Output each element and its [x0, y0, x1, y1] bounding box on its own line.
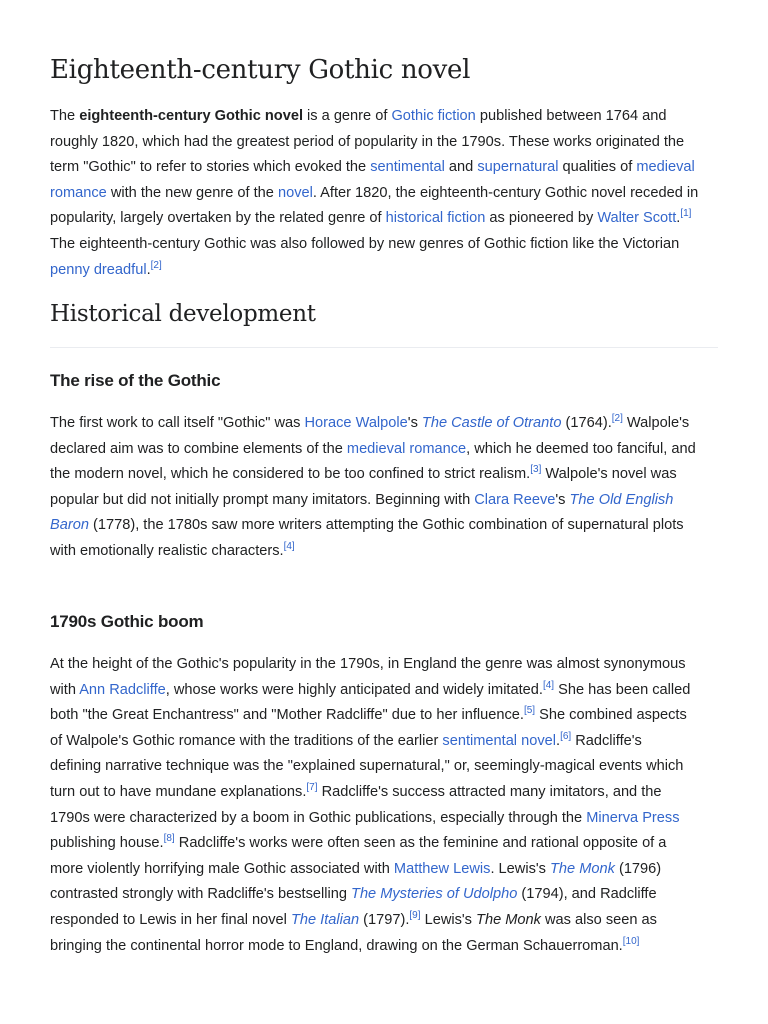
- text-line: [50, 806, 730, 832]
- text-run: eighteenth-century Gothic novel: [79, 108, 303, 124]
- text-run: At the height of the Gothic's popularity in the 1790s, in England the genre was almost synonymous: [50, 656, 686, 672]
- citation-link[interactable]: [10]: [622, 935, 640, 947]
- text-run: The first work to call itself "Gothic" was: [50, 415, 305, 431]
- text-run: The: [50, 108, 80, 124]
- text-run: term "Gothic" to refer to stories which evoked the: [50, 159, 371, 176]
- article-link[interactable]: Matthew Lewis: [393, 860, 491, 877]
- article-link[interactable]: sentimental novel: [442, 732, 556, 749]
- text-line: [50, 411, 730, 437]
- article-link[interactable]: Horace Walpole: [304, 415, 408, 431]
- text-run: roughly 1820, which had the greatest period of popularity in the 1790s. These works originated the: [50, 133, 685, 150]
- citation-link[interactable]: [5]: [523, 705, 536, 717]
- text-run: , which he deemed too fanciful, and: [466, 440, 696, 457]
- text-run: The eighteenth-century Gothic was also followed by new genres of Gothic fiction like the Victorian: [50, 235, 680, 252]
- article-link[interactable]: supernatural: [477, 159, 559, 176]
- article-link[interactable]: Ann Radcliffe: [79, 681, 166, 698]
- article-link[interactable]: romance: [50, 184, 107, 201]
- article-link[interactable]: historical fiction: [385, 210, 486, 227]
- text-line: [50, 882, 730, 908]
- text-line: [50, 206, 730, 232]
- text-line: [50, 934, 730, 960]
- text-run: Walpole's novel was: [541, 466, 677, 483]
- text-run: She combined aspects: [535, 707, 687, 724]
- text-run: Radcliffe's: [571, 732, 642, 749]
- article-link[interactable]: Gothic fiction: [391, 108, 476, 124]
- subsection-heading-1790s-boom: 1790s Gothic boom: [50, 612, 204, 631]
- text-line: [50, 729, 730, 755]
- text-line: [50, 678, 730, 704]
- text-line: [50, 539, 730, 565]
- text-run: (1797).: [359, 911, 410, 928]
- text-line: [50, 513, 730, 539]
- citation-link[interactable]: [9]: [409, 909, 421, 921]
- article-link[interactable]: sentimental: [370, 159, 445, 176]
- text-line: [50, 703, 730, 729]
- text-run: Radcliffe's works were often seen as the feminine and rational opposite of a: [174, 835, 667, 852]
- text-line: [50, 488, 730, 514]
- article-link[interactable]: The Italian: [290, 911, 360, 928]
- article-link[interactable]: The Monk: [550, 860, 615, 877]
- article-link[interactable]: Clara Reeve: [474, 491, 556, 508]
- boom-paragraph: [50, 652, 730, 959]
- text-line: [50, 130, 730, 156]
- text-run: (1794), and Radcliffe: [517, 886, 657, 903]
- text-line: [50, 155, 730, 181]
- article-link[interactable]: The Castle of Otranto: [421, 415, 562, 431]
- text-run: (1778), the 1780s saw more writers attempting the Gothic combination of supernatural plots: [88, 517, 684, 534]
- text-run: 's: [407, 415, 422, 431]
- text-run: as pioneered by: [485, 210, 598, 227]
- citation-link[interactable]: [1]: [680, 208, 692, 220]
- citation-link[interactable]: [8]: [163, 833, 175, 845]
- text-run: is a genre of: [303, 108, 392, 124]
- text-run: . After 1820, the eighteenth-century Gothic novel receded in: [312, 184, 699, 201]
- text-run: was also seen as: [540, 911, 657, 928]
- text-line: [50, 462, 730, 488]
- citation-link[interactable]: [6]: [560, 730, 572, 742]
- article-link[interactable]: medieval: [636, 159, 695, 176]
- text-run: 1790s were characterized by a boom in Gothic publications, especially through the: [50, 809, 587, 826]
- text-run: both "the Great Enchantress" and "Mother Radcliffe" due to her influence.: [50, 707, 524, 724]
- text-run: more violently horrifying male Gothic associated with: [50, 860, 394, 877]
- text-run: popularity, largely overtaken by the related genre of: [50, 210, 386, 227]
- citation-link[interactable]: [7]: [306, 781, 318, 793]
- text-run: .: [146, 261, 151, 278]
- citation-link[interactable]: [2]: [150, 259, 162, 271]
- text-run: with the new genre of the: [106, 184, 278, 201]
- text-run: .: [676, 210, 681, 227]
- text-run: turn out to have mundane explanations.: [50, 783, 307, 800]
- text-run: (1764).: [561, 415, 612, 431]
- text-run: defining narrative technique was the "explained supernatural," or, seemingly-magical events which: [50, 758, 684, 775]
- article-link[interactable]: novel: [277, 184, 313, 201]
- article-link[interactable]: Baron: [50, 517, 89, 534]
- text-run: publishing house.: [50, 835, 164, 852]
- citation-link[interactable]: [4]: [283, 540, 295, 552]
- text-run: bringing the continental horror mode to England, drawing on the German Schauerroman.: [50, 937, 623, 954]
- citation-link[interactable]: [4]: [542, 679, 555, 691]
- article-link[interactable]: Walter Scott: [597, 210, 677, 227]
- citation-link[interactable]: [2]: [611, 413, 623, 424]
- text-run: The Monk: [476, 911, 541, 928]
- rise-paragraph: [50, 411, 730, 565]
- text-line: [50, 437, 730, 463]
- text-run: popular but did not initially prompt many imitators. Beginning with: [50, 491, 475, 508]
- article-link[interactable]: penny dreadful: [50, 261, 147, 278]
- text-run: with emotionally realistic characters.: [50, 542, 284, 559]
- text-line: [50, 181, 730, 207]
- text-run: Walpole's: [622, 415, 690, 431]
- text-line: [50, 754, 730, 780]
- text-run: declared aim was to combine elements of the: [50, 440, 347, 457]
- subsection-heading-rise-of-gothic: The rise of the Gothic: [50, 371, 221, 390]
- text-run: . Lewis's: [490, 860, 551, 877]
- article-link[interactable]: medieval romance: [346, 440, 467, 457]
- intro-paragraph: [50, 104, 730, 283]
- text-run: (1796): [614, 860, 662, 877]
- text-run: contrasted strongly with Radcliffe's bestselling: [50, 886, 352, 903]
- page-title: Eighteenth-century Gothic novel: [50, 55, 471, 85]
- text-run: Radcliffe's success attracted many imitators, and the: [317, 783, 662, 800]
- text-run: .: [556, 732, 561, 749]
- text-line: [50, 857, 730, 883]
- text-run: qualities of: [558, 159, 637, 176]
- article-link[interactable]: The Mysteries of Udolpho: [351, 886, 518, 903]
- text-run: with: [50, 681, 80, 698]
- section-heading-historical-development: Historical development: [50, 301, 316, 327]
- text-run: , whose works were highly anticipated and widely imitated.: [165, 681, 543, 698]
- article-link[interactable]: The Old English: [569, 491, 674, 508]
- text-run: the modern novel, which he considered to be too confined to strict realism.: [50, 466, 531, 483]
- text-run: 's: [555, 491, 570, 508]
- section-divider: [50, 347, 718, 348]
- text-line: [50, 104, 730, 130]
- text-line: [50, 780, 730, 806]
- text-run: of Walpole's Gothic romance with the traditions of the earlier: [50, 732, 443, 749]
- text-run: Lewis's: [420, 911, 477, 928]
- citation-link[interactable]: [3]: [530, 464, 542, 476]
- text-line: [50, 908, 730, 934]
- text-line: [50, 258, 730, 284]
- text-run: published between 1764 and: [475, 108, 667, 124]
- text-line: [50, 831, 730, 857]
- article-link[interactable]: Minerva Press: [586, 809, 680, 826]
- text-line: [50, 232, 730, 258]
- text-run: responded to Lewis in her final novel: [50, 911, 291, 928]
- text-run: and: [444, 159, 478, 176]
- text-run: She has been called: [554, 681, 691, 698]
- text-line: [50, 652, 730, 678]
